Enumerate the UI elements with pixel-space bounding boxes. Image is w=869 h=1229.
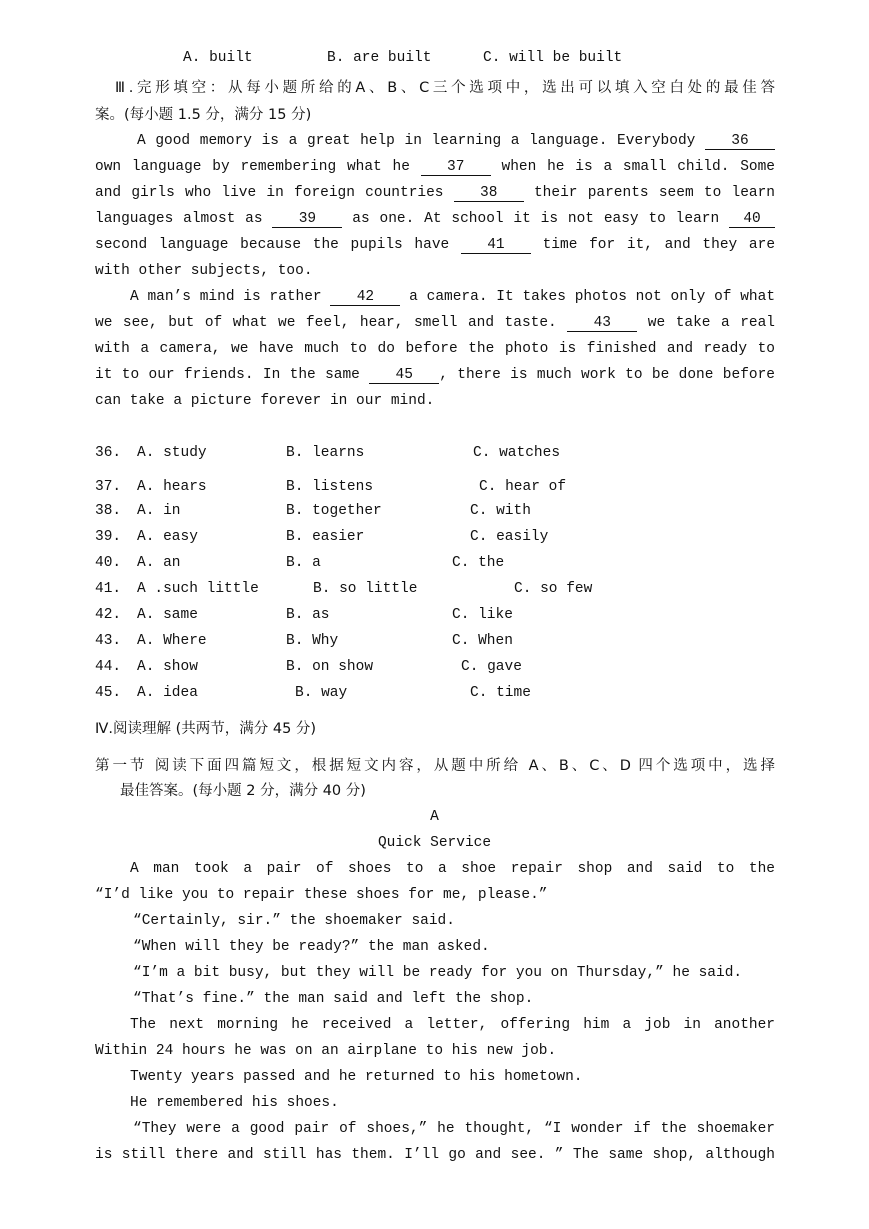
option-a: A. hears [137,479,207,495]
option-c: C. watches [473,445,561,461]
passage-line [95,236,775,254]
option-a: A. Where [137,633,207,649]
story-line: “I’m a bit busy, but they will be ready for you on Thursday,” he said. [133,965,743,981]
story-line: “I’d like you to repair these shoes for me, please.” [95,887,548,903]
passage-line [95,314,775,332]
passage-line [130,288,775,306]
option-b: B. a [286,555,321,571]
option-a: A. same [137,607,198,623]
question-number: 36. [95,445,122,461]
prev-option-a: A. built [183,50,253,66]
question-number: 40. [95,555,122,571]
text: time for it, and they are [542,237,775,253]
blank-36: 36 [705,134,775,150]
blank-45: 45 [369,368,439,384]
section4-heading: Ⅳ.阅读理解 (共两节，满分 45 分) [95,721,317,737]
option-b: B. as [286,607,330,623]
passage-line [95,158,775,176]
story-line: The next morning he received a letter, offering him a job in another [130,1017,775,1033]
question-number: 38. [95,503,122,519]
blank-39: 39 [272,212,342,228]
text: own language by remembering what he [95,159,410,175]
question-number: 44. [95,659,122,675]
text: with a camera, we have much to do before the photo is finished and ready to [95,341,775,357]
text: second language because the pupils have [95,237,450,253]
option-c: C. When [452,633,513,649]
passage-line [95,366,775,384]
option-b: B. learns [286,445,365,461]
question-number: 37. [95,479,122,495]
blank-38: 38 [454,186,524,202]
section4-part1-instructions-cont: 最佳答案。(每小题 2 分，满分 40 分) [120,783,366,799]
question-number: 43. [95,633,122,649]
blank-42: 42 [330,290,400,306]
text: when he is a small child. Some [501,159,775,175]
text: as one. At school it is not easy to learn [352,211,720,227]
question-number: 42. [95,607,122,623]
option-a: A. idea [137,685,198,701]
option-b: B. together [286,503,382,519]
text: and girls who live in foreign countries [95,185,444,201]
question-number: 45. [95,685,122,701]
text: , there is much work to be done before [439,367,775,383]
blank-40: 40 [729,212,775,228]
option-b: B. easier [286,529,365,545]
story-line: A man took a pair of shoes to a shoe repair shop and said to the [130,861,775,877]
story-line: He remembered his shoes. [130,1095,339,1111]
text: it to our friends. In the same [95,367,360,383]
text: we see, but of what we feel, hear, smell and taste. [95,315,557,331]
passage-line [95,210,775,228]
option-b: B. listens [286,479,374,495]
option-a: A. in [137,503,181,519]
option-b: B. Why [286,633,339,649]
option-a: A. easy [137,529,198,545]
option-a: A. study [137,445,207,461]
section4-part1-instructions: 第一节 阅读下面四篇短文，根据短文内容，从题中所给 A、B、C、D 四个选项中，选择 [95,758,775,774]
option-b: B. so little [313,581,418,597]
story-line: “When will they be ready?” the man asked. [133,939,490,955]
option-c: C. gave [461,659,522,675]
question-number: 41. [95,581,122,597]
section3-heading-cont: 案。(每小题 1.5 分，满分 15 分) [95,107,312,123]
passage-line: with other subjects, too. [95,263,313,279]
option-c: C. with [470,503,531,519]
option-c: C. so few [514,581,593,597]
prev-option-b: B. are built [327,50,432,66]
passage-letter: A [430,809,439,825]
text: we take a real [647,315,775,331]
option-c: C. the [452,555,505,571]
passage-line: can take a picture forever in our mind. [95,393,435,409]
option-a: A. show [137,659,198,675]
question-number: 39. [95,529,122,545]
story-line: “Certainly, sir.” the shoemaker said. [133,913,455,929]
passage-line [95,340,775,358]
passage-line [95,184,775,202]
text: A man’s mind is rather [130,289,322,305]
text: languages almost as [95,211,263,227]
option-c: C. like [452,607,513,623]
passage-line [137,132,775,150]
option-b: B. on show [286,659,374,675]
option-c: C. hear of [479,479,567,495]
story-title: Quick Service [377,835,492,851]
story-line: Twenty years passed and he returned to his hometown. [130,1069,583,1085]
blank-37: 37 [421,160,491,176]
option-c: C. easily [470,529,549,545]
prev-option-c: C. will be built [483,50,623,66]
story-line: “That’s fine.” the man said and left the shop. [133,991,534,1007]
option-a: A. an [137,555,181,571]
text: a camera. It takes photos not only of what [409,289,775,305]
text: A good memory is a great help in learning a language. Everybody [137,133,696,149]
story-line: “They were a good pair of shoes,” he thought, “I wonder if the shoemaker [133,1121,775,1137]
option-a: A .such little [137,581,259,597]
blank-43: 43 [567,316,637,332]
blank-41: 41 [461,238,531,254]
story-line: is still there and still has them. I’ll go and see. ” The same shop, although [95,1147,775,1163]
section3-heading: Ⅲ.完形填空：从每小题所给的A、B、C三个选项中，选出可以填入空白处的最佳答 [115,80,775,96]
text: their parents seem to learn [533,185,775,201]
option-c: C. time [470,685,531,701]
story-line: Within 24 hours he was on an airplane to his new job. [95,1043,557,1059]
option-b: B. way [295,685,348,701]
